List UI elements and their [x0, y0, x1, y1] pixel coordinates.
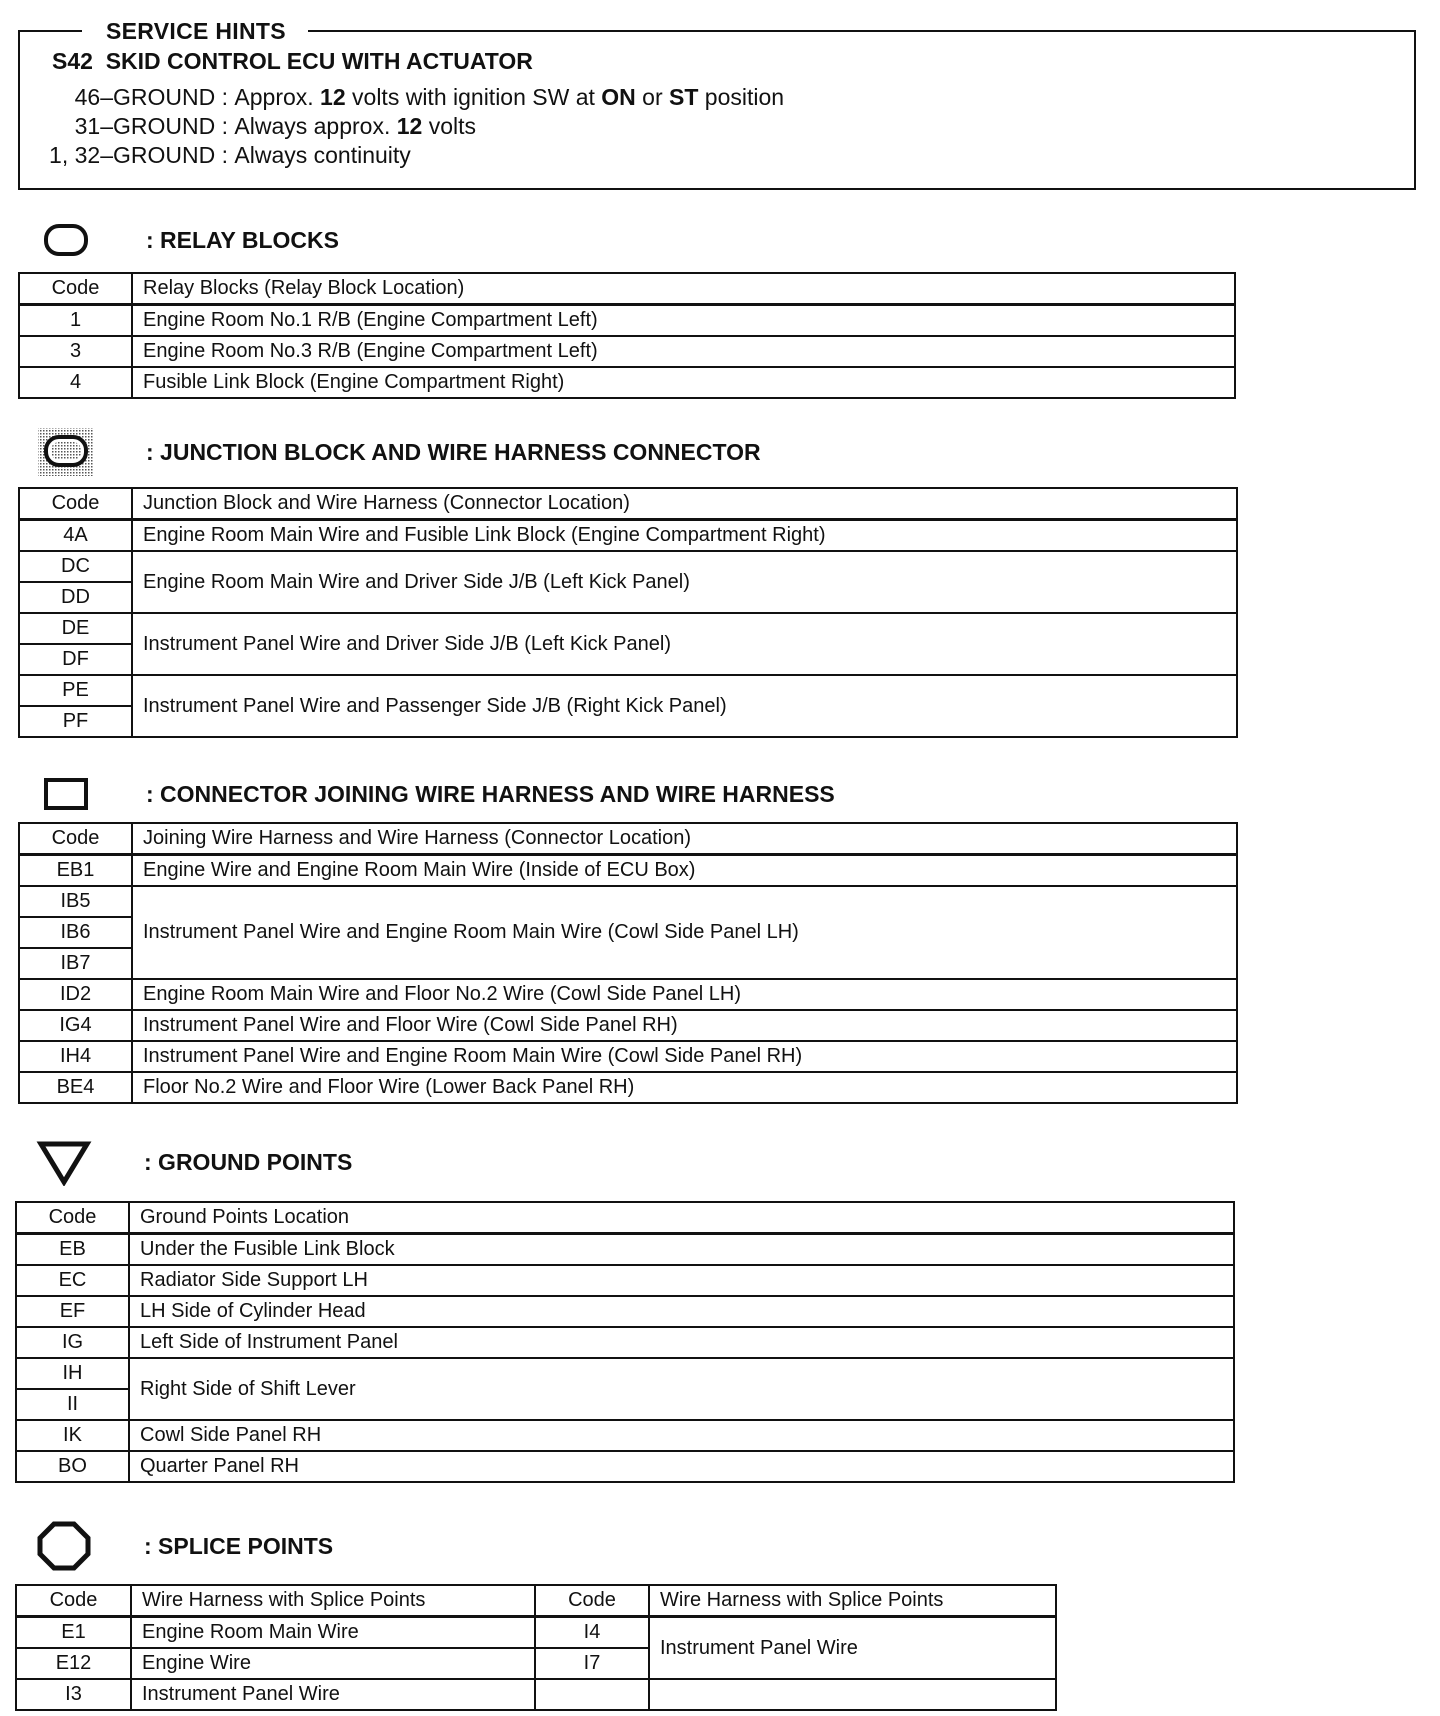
table-header-row — [16, 1202, 1234, 1234]
table-row — [19, 886, 1237, 917]
code-cell: EC — [16, 1265, 129, 1296]
junction-block-icon — [36, 428, 96, 476]
table-row — [16, 1296, 1234, 1327]
column-header: Relay Blocks (Relay Block Location) — [132, 273, 1235, 305]
empty-cell — [535, 1679, 649, 1710]
connector-icon — [36, 770, 96, 818]
table-row — [16, 1234, 1234, 1266]
desc-cell: Instrument Panel Wire and Engine Room Main Wire (Cowl Side Panel RH) — [132, 1041, 1237, 1072]
empty-cell — [649, 1679, 1056, 1710]
code-cell: EB — [16, 1234, 129, 1266]
table-row — [19, 675, 1237, 706]
code-cell: IB6 — [19, 917, 132, 948]
column-header: Code — [19, 273, 132, 305]
table-row — [19, 1041, 1237, 1072]
hint-line: 31–GROUND : Always approx. 12 volts — [74, 113, 477, 139]
code-cell: IH4 — [19, 1041, 132, 1072]
component-name: SKID CONTROL ECU WITH ACTUATOR — [105, 48, 533, 74]
relay-blocks-table — [18, 272, 1236, 399]
code-cell: IB7 — [19, 948, 132, 979]
column-header: Ground Points Location — [129, 1202, 1234, 1234]
column-header: Joining Wire Harness and Wire Harness (Connector Location) — [132, 823, 1237, 855]
column-header: Wire Harness with Splice Points — [649, 1585, 1056, 1617]
ground-points-table — [15, 1201, 1235, 1483]
code-cell: DE — [19, 613, 132, 644]
table-row — [19, 367, 1235, 398]
code-cell: 3 — [19, 336, 132, 367]
desc-cell: Instrument Panel Wire — [131, 1679, 535, 1710]
table-row — [16, 1617, 1056, 1649]
desc-cell: Left Side of Instrument Panel — [129, 1327, 1234, 1358]
splice-point-icon — [34, 1522, 94, 1570]
column-header: Code — [535, 1585, 649, 1617]
table-header-row — [19, 273, 1235, 305]
table-row — [19, 1072, 1237, 1103]
hint-line: 1, 32–GROUND : Always continuity — [49, 142, 411, 168]
desc-cell: Engine Room Main Wire and Driver Side J/B (Left Kick Panel) — [132, 551, 1237, 613]
code-cell: DD — [19, 582, 132, 613]
table-row — [19, 520, 1237, 552]
desc-cell: Fusible Link Block (Engine Compartment Right) — [132, 367, 1235, 398]
desc-cell: Engine Room Main Wire — [131, 1617, 535, 1649]
desc-cell: Instrument Panel Wire and Passenger Side J/B (Right Kick Panel) — [132, 675, 1237, 737]
column-header: Code — [19, 823, 132, 855]
code-cell: I7 — [535, 1648, 649, 1679]
code-cell: IG4 — [19, 1010, 132, 1041]
desc-cell: Instrument Panel Wire and Engine Room Main Wire (Cowl Side Panel LH) — [132, 886, 1237, 979]
table-row — [16, 1327, 1234, 1358]
connectors-table — [18, 822, 1238, 1104]
table-header-row — [19, 488, 1237, 520]
desc-cell: Radiator Side Support LH — [129, 1265, 1234, 1296]
code-cell: 1 — [19, 305, 132, 337]
desc-cell: Engine Room Main Wire and Floor No.2 Wire (Cowl Side Panel LH) — [132, 979, 1237, 1010]
table-row — [19, 305, 1235, 337]
code-cell: I4 — [535, 1617, 649, 1649]
code-cell: IB5 — [19, 886, 132, 917]
code-cell: IG — [16, 1327, 129, 1358]
desc-cell: Floor No.2 Wire and Floor Wire (Lower Back Panel RH) — [132, 1072, 1237, 1103]
table-row — [16, 1679, 1056, 1710]
service-hints-heading — [52, 48, 533, 75]
relay-blocks-heading: : RELAY BLOCKS — [36, 216, 339, 264]
column-header: Code — [16, 1202, 129, 1234]
desc-cell: Instrument Panel Wire and Floor Wire (Cowl Side Panel RH) — [132, 1010, 1237, 1041]
table-header-row — [16, 1585, 1056, 1617]
desc-cell: Instrument Panel Wire — [649, 1617, 1056, 1680]
table-row — [16, 1451, 1234, 1482]
splice-points-table — [15, 1584, 1057, 1711]
desc-cell: Instrument Panel Wire and Driver Side J/B (Left Kick Panel) — [132, 613, 1237, 675]
code-cell: E1 — [16, 1617, 131, 1649]
ground-points-heading: : GROUND POINTS — [34, 1138, 352, 1186]
hint-line: 46–GROUND : Approx. 12 volts with ignition SW at ON or ST position — [74, 84, 785, 110]
desc-cell: Engine Room No.1 R/B (Engine Compartment Left) — [132, 305, 1235, 337]
table-row — [19, 336, 1235, 367]
code-cell: I3 — [16, 1679, 131, 1710]
code-cell: DF — [19, 644, 132, 675]
code-cell: IK — [16, 1420, 129, 1451]
code-cell: E12 — [16, 1648, 131, 1679]
service-hints-box — [18, 18, 1416, 190]
desc-cell: Engine Room Main Wire and Fusible Link Block (Engine Compartment Right) — [132, 520, 1237, 552]
table-row — [16, 1358, 1234, 1389]
code-cell: EB1 — [19, 855, 132, 887]
column-header: Code — [19, 488, 132, 520]
table-row — [19, 613, 1237, 644]
code-cell: ID2 — [19, 979, 132, 1010]
code-cell: DC — [19, 551, 132, 582]
table-header-row — [19, 823, 1237, 855]
desc-cell: Cowl Side Panel RH — [129, 1420, 1234, 1451]
column-header: Code — [16, 1585, 131, 1617]
table-row — [16, 1265, 1234, 1296]
column-header: Wire Harness with Splice Points — [131, 1585, 535, 1617]
code-cell: BO — [16, 1451, 129, 1482]
table-row — [19, 979, 1237, 1010]
table-row — [16, 1420, 1234, 1451]
desc-cell: LH Side of Cylinder Head — [129, 1296, 1234, 1327]
code-cell: II — [16, 1389, 129, 1420]
junction-blocks-heading: : JUNCTION BLOCK AND WIRE HARNESS CONNECTOR — [36, 428, 761, 476]
code-cell: PF — [19, 706, 132, 737]
desc-cell: Engine Wire and Engine Room Main Wire (Inside of ECU Box) — [132, 855, 1237, 887]
code-cell: IH — [16, 1358, 129, 1389]
table-row — [19, 1010, 1237, 1041]
component-code: S42 — [52, 48, 93, 74]
junction-blocks-table — [18, 487, 1238, 738]
service-hints-title: SERVICE HINTS — [82, 18, 308, 45]
code-cell: PE — [19, 675, 132, 706]
desc-cell: Right Side of Shift Lever — [129, 1358, 1234, 1420]
connectors-heading: : CONNECTOR JOINING WIRE HARNESS AND WIRE HARNESS — [36, 770, 835, 818]
code-cell: BE4 — [19, 1072, 132, 1103]
code-cell: 4 — [19, 367, 132, 398]
code-cell: 4A — [19, 520, 132, 552]
ground-point-icon — [34, 1138, 94, 1186]
splice-points-heading: : SPLICE POINTS — [34, 1522, 333, 1570]
column-header: Junction Block and Wire Harness (Connector Location) — [132, 488, 1237, 520]
relay-block-icon — [36, 216, 96, 264]
desc-cell: Quarter Panel RH — [129, 1451, 1234, 1482]
table-row — [19, 855, 1237, 887]
table-row — [19, 551, 1237, 582]
code-cell: EF — [16, 1296, 129, 1327]
desc-cell: Under the Fusible Link Block — [129, 1234, 1234, 1266]
desc-cell: Engine Room No.3 R/B (Engine Compartment Left) — [132, 336, 1235, 367]
desc-cell: Engine Wire — [131, 1648, 535, 1679]
